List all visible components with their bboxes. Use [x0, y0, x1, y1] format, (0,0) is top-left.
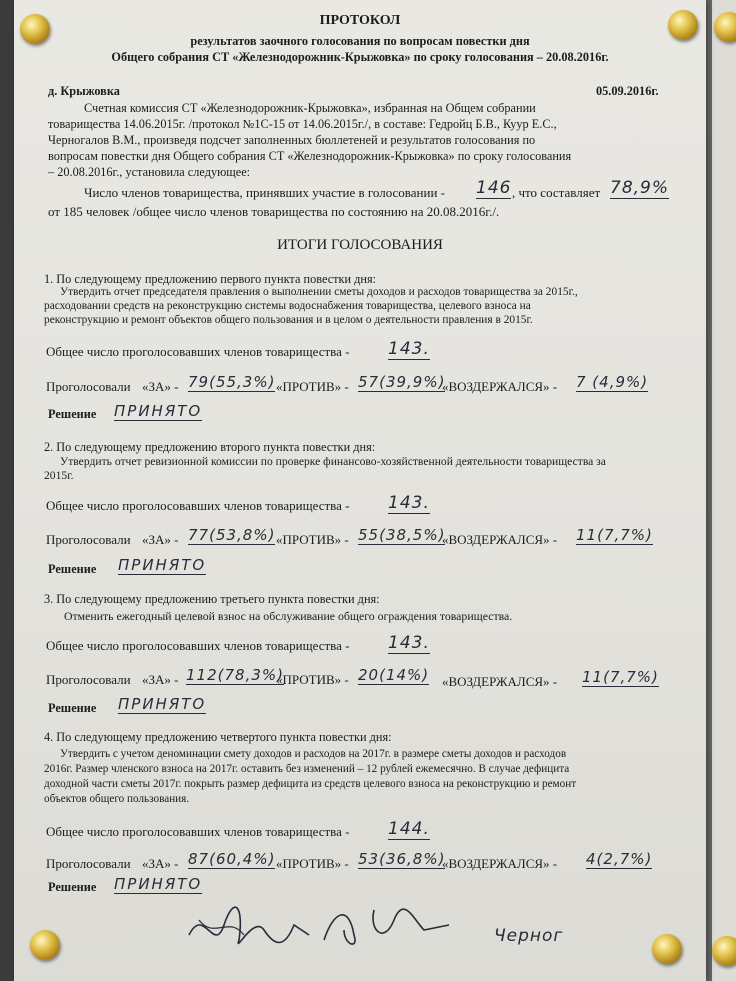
item-text: Отменить ежегодный целевой взнос на обслуживание общего ограждения товарищества. — [64, 609, 513, 623]
vozd-value: 11(7,7%) — [576, 526, 653, 544]
decision-label: Решение — [48, 407, 97, 421]
item-text: Утвердить с учетом деноминации смету доходов и расходов на 2017г. в размере сметы доходов и расходов — [60, 748, 567, 760]
voted-label: Проголосовали — [46, 856, 131, 871]
item-text: реконструкцию и ремонт объектов общего пользования и в целом о деятельности правления в 2015г. — [44, 314, 533, 326]
item-text: Утвердить отчет ревизионной комиссии по проверке финансово-хозяйственной деятельности товарищества за — [60, 455, 606, 468]
item-text: объектов общего пользования. — [44, 793, 190, 805]
total-voters-label: Общее число проголосовавших членов товарищества - — [46, 638, 350, 653]
vozd-value: 4(2,7%) — [586, 850, 653, 868]
decision-value: ПРИНЯТО — [114, 875, 203, 893]
decision-label: Решение — [48, 701, 97, 715]
protiv-label: «ПРОТИВ» - — [276, 532, 349, 547]
participants-share-label: , что составляет — [512, 185, 601, 200]
voted-label: Проголосовали — [46, 532, 131, 547]
doc-subtitle-2: Общего собрания СТ «Железнодорожник-Крыжовка» по сроку голосования – 20.08.2016г. — [111, 50, 609, 64]
item-text: 2015г. — [44, 469, 74, 482]
decision-value: ПРИНЯТО — [118, 695, 207, 713]
za-value: 112(78,3%) — [186, 666, 284, 684]
pushpin-icon — [30, 930, 60, 960]
item-text: расходовании средств на реконструкцию системы водоснабжения товарищества, целевого взноса на — [44, 300, 531, 312]
participants-label: Число членов товарищества, принявших участие в голосовании - — [84, 185, 445, 200]
item-text: 2016г. Размер членского взноса на 2017г. оставить без изменений – 12 рублей ежемесячно. В случае дефицита — [44, 763, 570, 775]
voted-label: Проголосовали — [46, 379, 131, 394]
pushpin-icon — [714, 12, 736, 42]
vozd-value: 11(7,7%) — [582, 668, 659, 686]
vozd-label: «ВОЗДЕРЖАЛСЯ» - — [442, 674, 558, 689]
item-text: Утвердить отчет председателя правления о выполнении сметы доходов и расходов товарищества за 2015г., — [60, 286, 578, 298]
doc-date: 05.09.2016г. — [596, 84, 659, 98]
participants-count: 146 — [476, 178, 512, 198]
pushpin-icon — [652, 934, 682, 964]
participants-percent: 78,9% — [610, 178, 670, 198]
doc-subtitle-1: результатов заочного голосования по вопросам повестки дня — [190, 34, 530, 48]
intro-line: товарищества 14.06.2015г. /протокол №1С-15 от 14.06.2015г./, в составе: Гедройц Б.В., Куур Е.С., — [48, 117, 557, 131]
intro-line: от 185 человек /общее число членов товарищества по состоянию на 20.08.2016г./. — [48, 204, 500, 219]
signature-2 — [314, 890, 454, 960]
decision-value: ПРИНЯТО — [114, 402, 203, 420]
total-voters-value: 143. — [388, 493, 430, 513]
intro-line: – 20.08.2016г., установила следующее: — [48, 165, 251, 179]
vozd-label: «ВОЗДЕРЖАЛСЯ» - — [442, 379, 558, 394]
total-voters-label: Общее число проголосовавших членов товарищества - — [46, 824, 350, 839]
item-text: доходной части сметы 2017г. покрыть размер дефицита из средств целевого взноса на реконструкцию и ремонт — [44, 778, 577, 790]
za-label: «ЗА» - — [142, 672, 179, 687]
total-voters-label: Общее число проголосовавших членов товарищества - — [46, 344, 350, 359]
item-heading: 1. По следующему предложению первого пункта повестки дня: — [44, 272, 377, 286]
protocol-document — [14, 0, 706, 981]
signature-1 — [184, 895, 314, 965]
protiv-value: 57(39,9%) — [358, 373, 446, 391]
za-value: 77(53,8%) — [188, 526, 276, 544]
results-title: ИТОГИ ГОЛОСОВАНИЯ — [277, 237, 443, 253]
item-heading: 2. По следующему предложению второго пункта повестки дня: — [44, 440, 376, 454]
vozd-label: «ВОЗДЕРЖАЛСЯ» - — [442, 532, 558, 547]
za-value: 87(60,4%) — [188, 850, 276, 868]
total-voters-value: 143. — [388, 633, 430, 653]
za-value: 79(55,3%) — [188, 373, 276, 391]
vozd-label: «ВОЗДЕРЖАЛСЯ» - — [442, 856, 558, 871]
protiv-label: «ПРОТИВ» - — [276, 856, 349, 871]
za-label: «ЗА» - — [142, 856, 179, 871]
signature-3: Черног — [494, 926, 564, 946]
adjacent-sheet — [712, 0, 736, 981]
decision-label: Решение — [48, 880, 97, 894]
voted-label: Проголосовали — [46, 672, 131, 687]
za-label: «ЗА» - — [142, 532, 179, 547]
protiv-value: 55(38,5%) — [358, 526, 446, 544]
participants-line — [84, 186, 445, 200]
total-voters-value: 143. — [388, 339, 430, 359]
pushpin-icon — [668, 10, 698, 40]
protiv-label: «ПРОТИВ» - — [276, 379, 349, 394]
vozd-value: 7 (4,9%) — [576, 373, 649, 391]
za-label: «ЗА» - — [142, 379, 179, 394]
pushpin-icon — [20, 14, 50, 44]
protiv-value: 53(36,8%) — [358, 850, 446, 868]
doc-place: д. Крыжовка — [48, 84, 120, 98]
doc-title: ПРОТОКОЛ — [319, 13, 401, 28]
pushpin-icon — [712, 936, 736, 966]
intro-line: вопросам повестки дня Общего собрания СТ «Железнодорожник-Крыжовка» по сроку голосования — [48, 149, 572, 163]
protiv-value: 20(14%) — [358, 666, 430, 684]
decision-value: ПРИНЯТО — [118, 556, 207, 574]
item-heading: 4. По следующему предложению четвертого пункта повестки дня: — [44, 730, 392, 744]
item-heading: 3. По следующему предложению третьего пункта повестки дня: — [44, 592, 380, 606]
intro-line: Счетная комиссия СТ «Железнодорожник-Крыжовка», избранная на Общем собрании — [84, 101, 536, 115]
protiv-label: «ПРОТИВ» - — [276, 672, 349, 687]
intro-line: Черногалов В.М., произведя подсчет заполненных бюллетеней и результатов голосования по — [48, 133, 536, 147]
total-voters-value: 144. — [388, 819, 430, 839]
decision-label: Решение — [48, 562, 97, 576]
total-voters-label: Общее число проголосовавших членов товарищества - — [46, 498, 350, 513]
